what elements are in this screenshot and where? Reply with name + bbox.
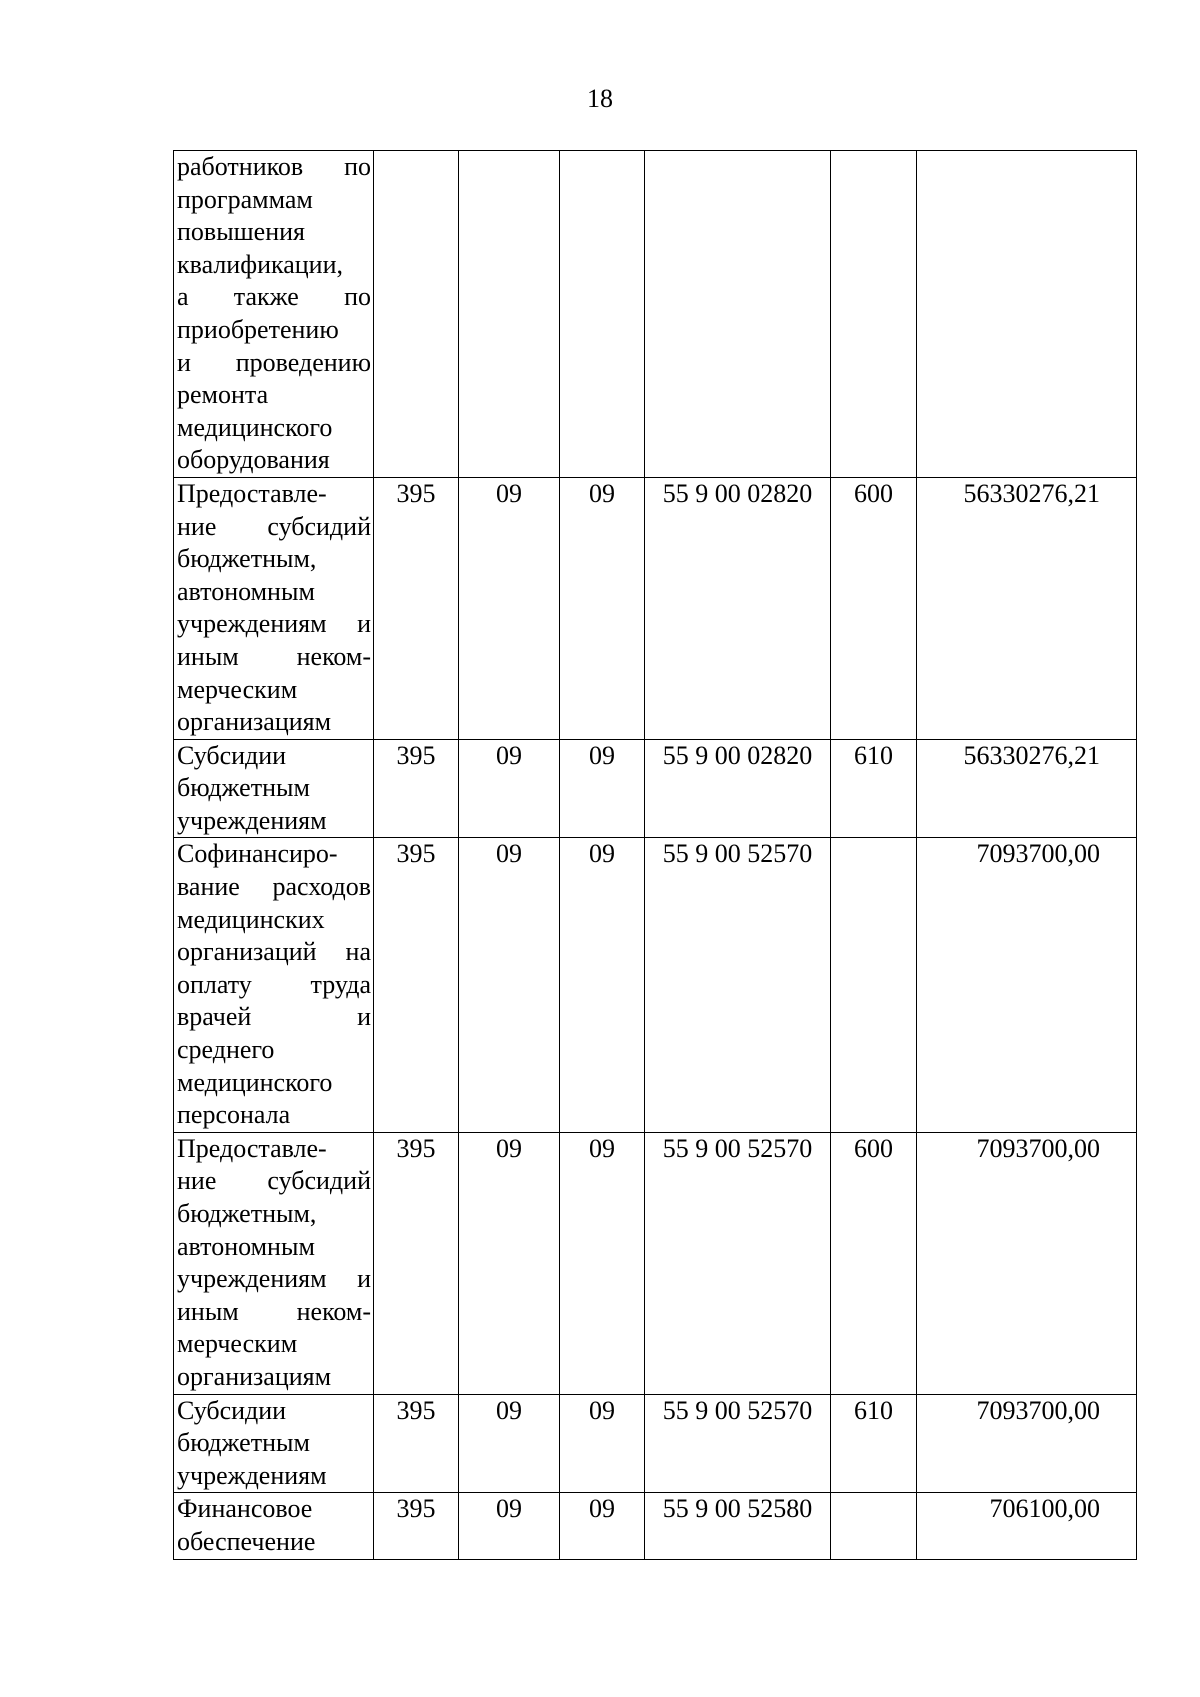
description-line: иным неком- xyxy=(177,641,371,671)
description-line: медицинского xyxy=(177,412,333,442)
grbs-code-cell: 395 xyxy=(374,477,459,739)
target-article-cell: 55 9 00 52570 xyxy=(645,1394,831,1493)
section-code-cell: 09 xyxy=(459,1493,560,1559)
description-line: среднего xyxy=(177,1035,275,1065)
description-line: автономным xyxy=(177,1231,315,1261)
amount-cell: 706100,00 xyxy=(917,1493,1137,1559)
subsection-code-cell: 09 xyxy=(560,1394,645,1493)
expense-type-cell: 600 xyxy=(831,1132,917,1394)
description-line: персонала xyxy=(177,1100,291,1130)
description-line: а также по xyxy=(177,282,371,312)
description-line: учреждениям xyxy=(177,805,327,835)
description-line: бюджетным, xyxy=(177,544,317,574)
description-line: Предоставле- xyxy=(177,1133,327,1163)
grbs-code-cell: 395 xyxy=(374,1394,459,1493)
description-cell xyxy=(174,151,374,478)
page-number: 18 xyxy=(587,84,613,113)
description-line: ние субсидий xyxy=(177,1166,371,1196)
table-row xyxy=(174,1394,1137,1493)
grbs-code-cell: 395 xyxy=(374,739,459,838)
expense-type-cell: 610 xyxy=(831,739,917,838)
description-line: бюджетным, xyxy=(177,1199,317,1228)
description-line: Субсидии xyxy=(177,740,287,770)
description-line: медицинских xyxy=(177,904,325,934)
target-article-cell: 55 9 00 52570 xyxy=(645,838,831,1132)
grbs-code-cell: 395 xyxy=(374,838,459,1132)
expense-type-cell xyxy=(831,1493,917,1559)
description-line: оборудования xyxy=(177,445,330,475)
description-line: Софинансиро- xyxy=(177,839,338,869)
description-line: приобретению xyxy=(177,314,339,344)
subsection-code-cell xyxy=(560,151,645,478)
grbs-code-cell xyxy=(374,151,459,478)
description-line: работников по xyxy=(177,152,371,181)
target-article-cell: 55 9 00 52580 xyxy=(645,1493,831,1559)
description-line: оплату труда xyxy=(177,969,371,999)
subsection-code-cell: 09 xyxy=(560,1132,645,1394)
expense-type-cell xyxy=(831,151,917,478)
subsection-code-cell: 09 xyxy=(560,477,645,739)
description-cell xyxy=(174,1394,374,1493)
description-cell xyxy=(174,739,374,838)
table-row xyxy=(174,838,1137,1132)
description-line: автономным xyxy=(177,576,315,606)
grbs-code-cell: 395 xyxy=(374,1132,459,1394)
description-line: учреждениям и xyxy=(177,609,371,639)
description-line: программам xyxy=(177,184,313,214)
table-row xyxy=(174,477,1137,739)
description-line: организаций на xyxy=(177,937,371,967)
description-line: иным неком- xyxy=(177,1296,371,1326)
description-line: Финансовое xyxy=(177,1494,313,1524)
budget-table xyxy=(173,150,1137,1560)
subsection-code-cell: 09 xyxy=(560,1493,645,1559)
description-line: врачей и xyxy=(177,1002,371,1032)
description-line: обеспечение xyxy=(177,1526,316,1556)
table-row xyxy=(174,151,1137,478)
description-line: повышения xyxy=(177,217,306,247)
description-cell xyxy=(174,1132,374,1394)
grbs-code-cell: 395 xyxy=(374,1493,459,1559)
section-code-cell: 09 xyxy=(459,739,560,838)
description-line: ние субсидий xyxy=(177,511,371,541)
description-line: учреждениям xyxy=(177,1460,327,1490)
description-line: квалификации, xyxy=(177,249,344,279)
section-code-cell: 09 xyxy=(459,1394,560,1493)
section-code-cell: 09 xyxy=(459,838,560,1132)
amount-cell: 7093700,00 xyxy=(917,1394,1137,1493)
description-line: мерческим xyxy=(177,1329,298,1359)
target-article-cell xyxy=(645,151,831,478)
description-line: организациям xyxy=(177,1361,332,1391)
amount-cell: 56330276,21 xyxy=(917,739,1137,838)
description-line: Субсидии xyxy=(177,1395,287,1425)
description-line: ремонта xyxy=(177,380,269,410)
amount-cell: 7093700,00 xyxy=(917,838,1137,1132)
section-code-cell: 09 xyxy=(459,477,560,739)
target-article-cell: 55 9 00 02820 xyxy=(645,477,831,739)
table-row xyxy=(174,1493,1137,1559)
target-article-cell: 55 9 00 02820 xyxy=(645,739,831,838)
description-line: медицинского xyxy=(177,1067,333,1097)
description-line: Предоставле- xyxy=(177,478,327,508)
amount-cell xyxy=(917,151,1137,478)
description-line: бюджетным xyxy=(177,1428,310,1458)
table-row xyxy=(174,739,1137,838)
description-line: бюджетным xyxy=(177,773,310,803)
section-code-cell: 09 xyxy=(459,1132,560,1394)
description-cell xyxy=(174,838,374,1132)
table-row xyxy=(174,1132,1137,1394)
amount-cell: 56330276,21 xyxy=(917,477,1137,739)
description-line: и проведению xyxy=(177,347,371,377)
expense-type-cell xyxy=(831,838,917,1132)
description-cell xyxy=(174,477,374,739)
description-line: учреждениям и xyxy=(177,1264,371,1294)
target-article-cell: 55 9 00 52570 xyxy=(645,1132,831,1394)
subsection-code-cell: 09 xyxy=(560,838,645,1132)
description-line: мерческим xyxy=(177,674,298,704)
section-code-cell xyxy=(459,151,560,478)
table-body xyxy=(174,151,1137,1560)
description-line: вание расходов xyxy=(177,872,371,902)
subsection-code-cell: 09 xyxy=(560,739,645,838)
description-line: организациям xyxy=(177,707,332,737)
expense-type-cell: 600 xyxy=(831,477,917,739)
amount-cell: 7093700,00 xyxy=(917,1132,1137,1394)
description-cell xyxy=(174,1493,374,1559)
expense-type-cell: 610 xyxy=(831,1394,917,1493)
